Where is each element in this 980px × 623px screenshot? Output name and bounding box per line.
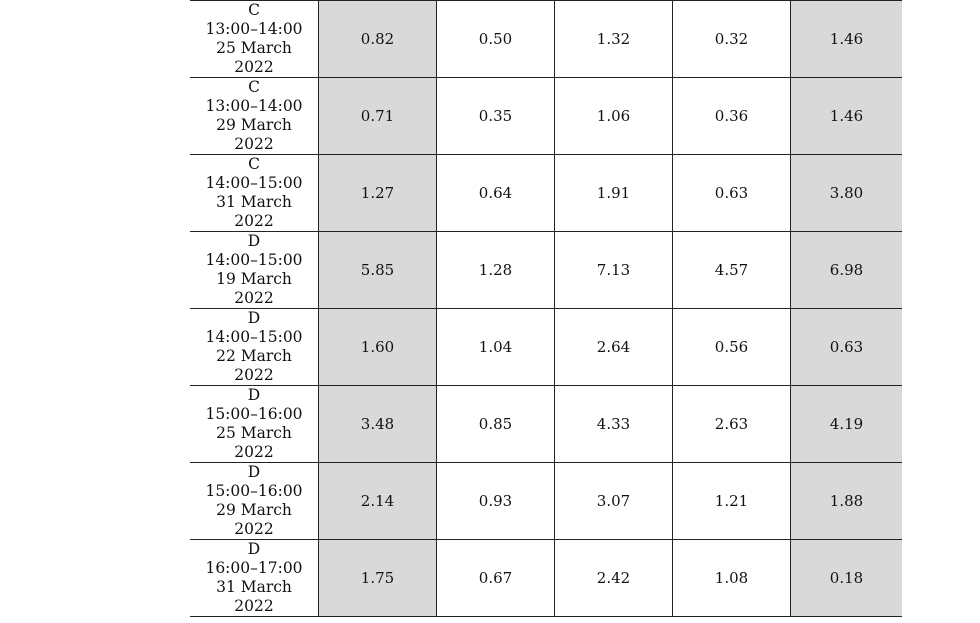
value-cell: 4.33 [555, 386, 673, 463]
value-cell: 7.13 [555, 232, 673, 309]
row-label-cell [190, 155, 319, 232]
table-row [190, 78, 902, 155]
row-label-time: 14:00–15:00 [205, 251, 303, 269]
value-cell: 1.06 [555, 78, 673, 155]
value-cell: 4.19 [791, 386, 903, 463]
value-cell: 1.75 [319, 540, 437, 617]
value-cell: 4.57 [673, 232, 791, 309]
value-cell: 0.71 [319, 78, 437, 155]
table-row [190, 463, 902, 540]
value-cell: 0.93 [437, 463, 555, 540]
value-cell: 0.63 [791, 309, 903, 386]
value-cell: 0.63 [673, 155, 791, 232]
row-label-group: D [247, 232, 261, 250]
row-label-time: 14:00–15:00 [205, 328, 303, 346]
row-label-group: C [248, 78, 260, 96]
table-body [190, 1, 902, 617]
value-cell: 6.98 [791, 232, 903, 309]
row-label-year: 2022 [234, 366, 274, 384]
data-table [190, 0, 902, 617]
row-label-date: 29 March [216, 501, 292, 519]
value-cell: 0.67 [437, 540, 555, 617]
row-label-time: 13:00–14:00 [205, 20, 303, 38]
row-label-cell [190, 309, 319, 386]
row-label-group: C [248, 1, 260, 19]
row-label-time: 15:00–16:00 [205, 482, 303, 500]
row-label-group: D [247, 386, 261, 404]
row-label-cell [190, 463, 319, 540]
table-row [190, 309, 902, 386]
value-cell: 1.27 [319, 155, 437, 232]
value-cell: 0.32 [673, 1, 791, 78]
table-row [190, 540, 902, 617]
table-row [190, 386, 902, 463]
value-cell: 2.64 [555, 309, 673, 386]
row-label-date: 25 March [216, 424, 292, 442]
row-label-time: 16:00–17:00 [205, 559, 303, 577]
value-cell: 0.35 [437, 78, 555, 155]
row-label-date: 31 March [216, 578, 292, 596]
row-label-group: D [247, 309, 261, 327]
row-label-cell [190, 540, 319, 617]
row-label-cell [190, 78, 319, 155]
row-label-year: 2022 [234, 443, 274, 461]
value-cell: 2.14 [319, 463, 437, 540]
value-cell: 3.80 [791, 155, 903, 232]
value-cell: 0.64 [437, 155, 555, 232]
row-label-cell [190, 232, 319, 309]
value-cell: 0.18 [791, 540, 903, 617]
row-label-date: 31 March [216, 193, 292, 211]
row-label-year: 2022 [234, 520, 274, 538]
row-label-cell [190, 1, 319, 78]
value-cell: 0.82 [319, 1, 437, 78]
row-label-date: 19 March [216, 270, 292, 288]
row-label-time: 15:00–16:00 [205, 405, 303, 423]
data-table-container [190, 0, 902, 617]
table-row [190, 232, 902, 309]
value-cell: 0.85 [437, 386, 555, 463]
row-label-year: 2022 [234, 58, 274, 76]
value-cell: 1.32 [555, 1, 673, 78]
value-cell: 0.56 [673, 309, 791, 386]
value-cell: 1.21 [673, 463, 791, 540]
row-label-cell [190, 386, 319, 463]
row-label-time: 14:00–15:00 [205, 174, 303, 192]
value-cell: 1.60 [319, 309, 437, 386]
row-label-year: 2022 [234, 135, 274, 153]
value-cell: 1.46 [791, 78, 903, 155]
value-cell: 0.36 [673, 78, 791, 155]
value-cell: 3.07 [555, 463, 673, 540]
value-cell: 2.63 [673, 386, 791, 463]
row-label-date: 25 March [216, 39, 292, 57]
value-cell: 1.04 [437, 309, 555, 386]
row-label-date: 29 March [216, 116, 292, 134]
value-cell: 1.88 [791, 463, 903, 540]
table-row [190, 155, 902, 232]
value-cell: 1.91 [555, 155, 673, 232]
row-label-year: 2022 [234, 289, 274, 307]
value-cell: 3.48 [319, 386, 437, 463]
value-cell: 1.28 [437, 232, 555, 309]
value-cell: 5.85 [319, 232, 437, 309]
value-cell: 2.42 [555, 540, 673, 617]
row-label-time: 13:00–14:00 [205, 97, 303, 115]
row-label-group: D [247, 463, 261, 481]
row-label-year: 2022 [234, 597, 274, 615]
row-label-group: C [248, 155, 260, 173]
row-label-year: 2022 [234, 212, 274, 230]
row-label-group: D [247, 540, 261, 558]
value-cell: 1.08 [673, 540, 791, 617]
value-cell: 0.50 [437, 1, 555, 78]
value-cell: 1.46 [791, 1, 903, 78]
row-label-date: 22 March [216, 347, 292, 365]
table-row [190, 1, 902, 78]
